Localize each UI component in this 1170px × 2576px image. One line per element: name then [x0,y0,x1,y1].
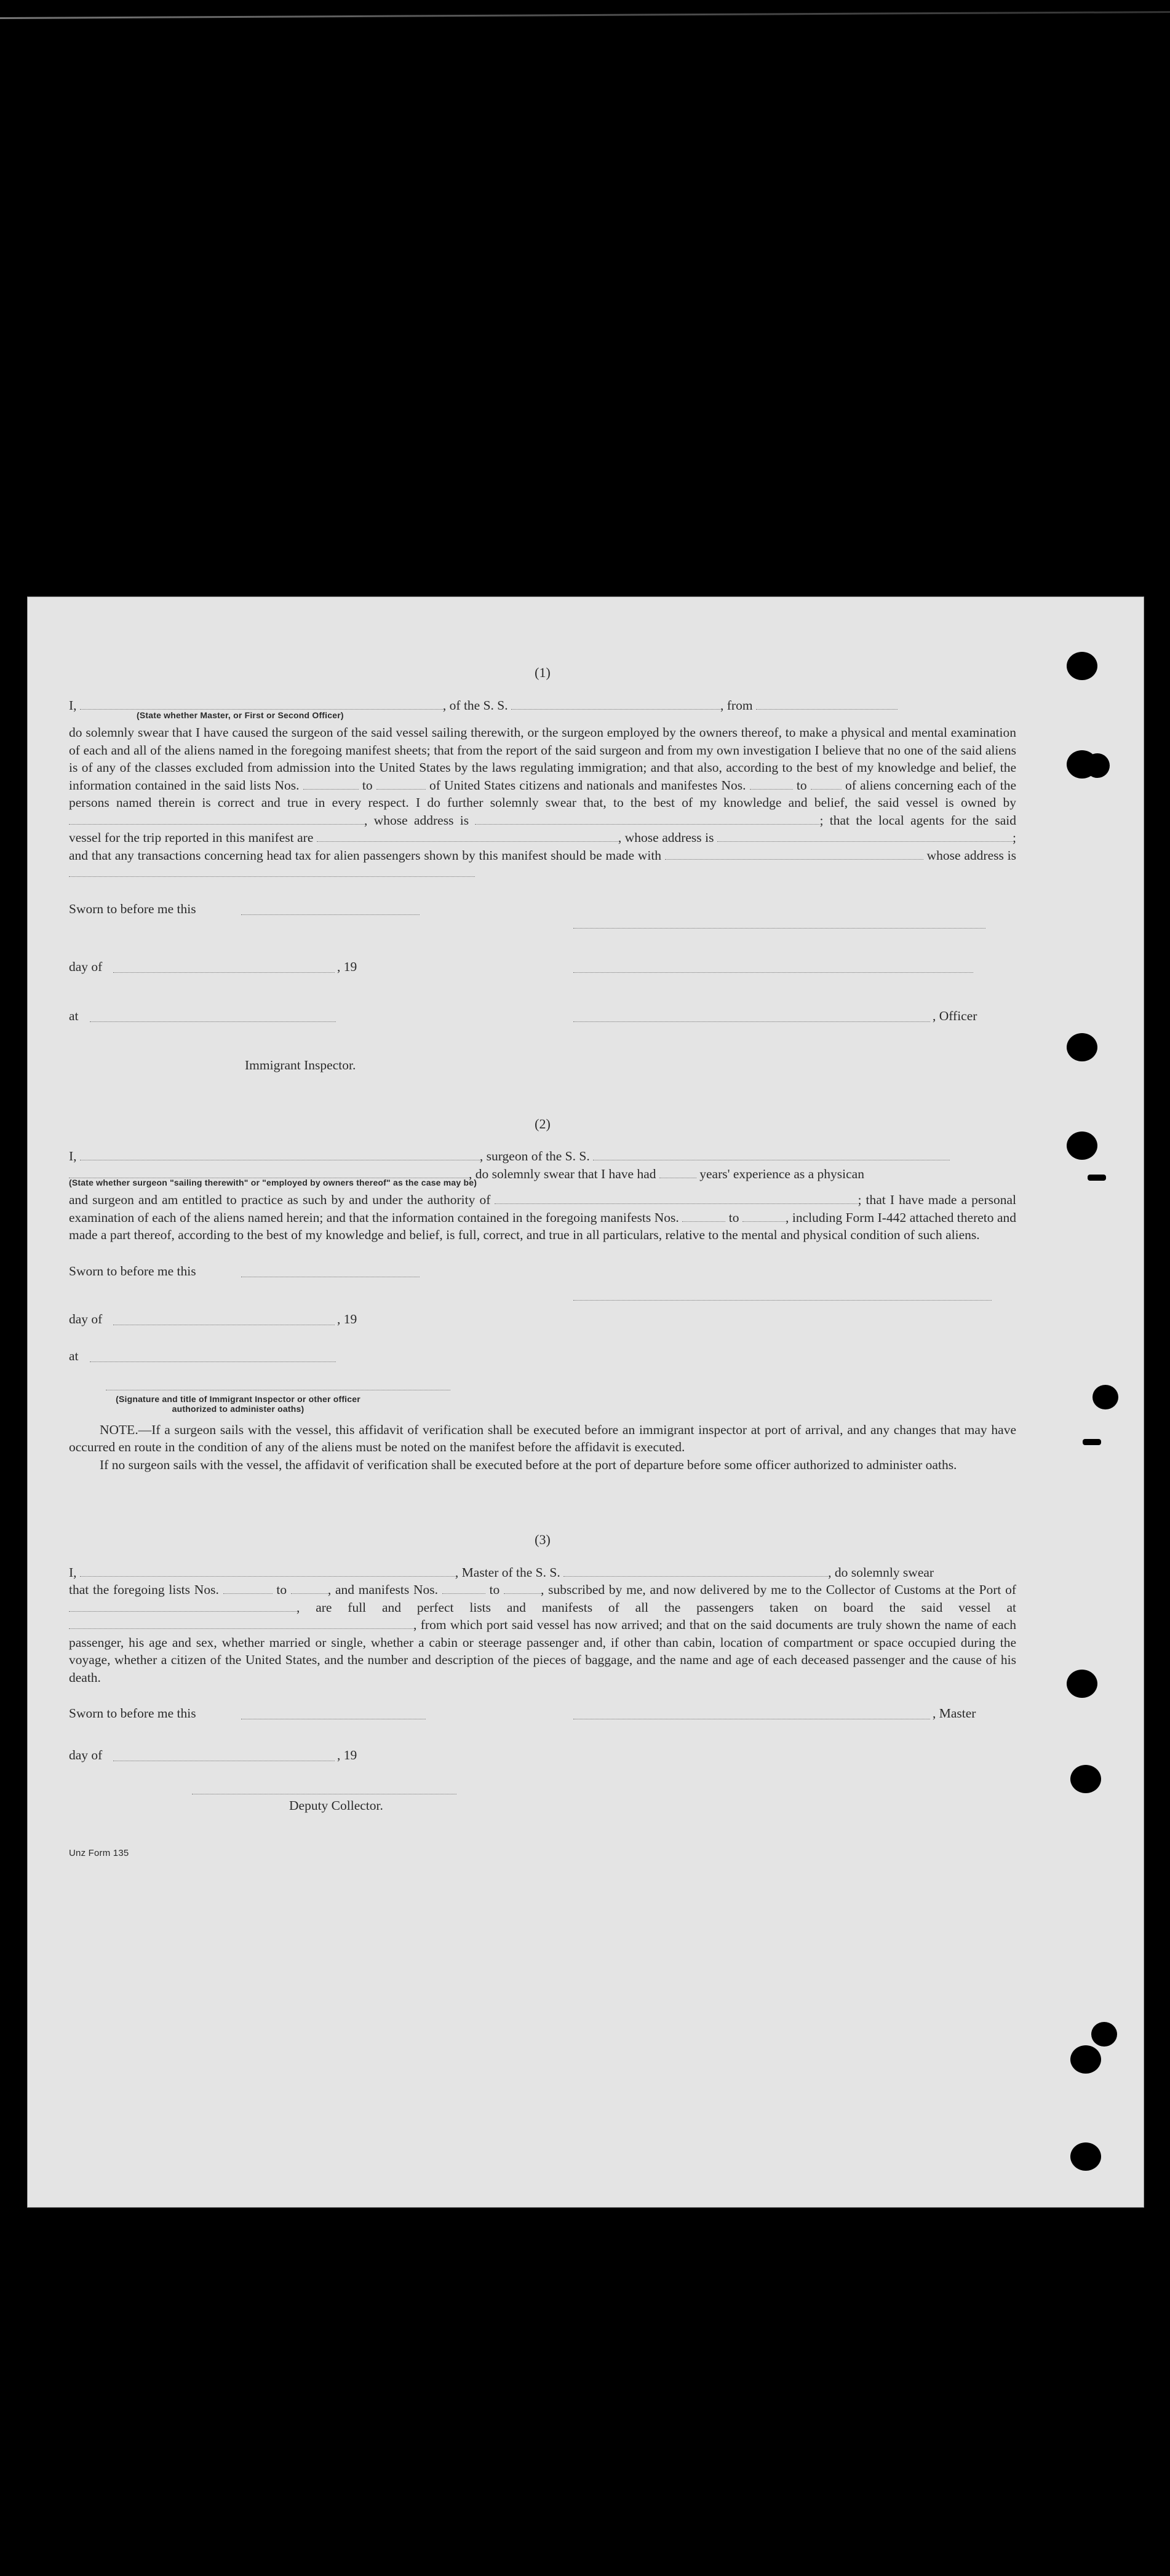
officer-line-field[interactable] [573,1021,930,1022]
at-field[interactable] [90,1021,336,1022]
manifests-from-field[interactable] [442,1582,485,1594]
surgeon-of-ss-label: , surgeon of the S. S. [479,1149,590,1163]
lists-from-field[interactable] [303,778,359,790]
manifests-to-field[interactable] [504,1582,541,1594]
master-ship-field[interactable] [563,1565,828,1577]
whose-address-label: , whose address is [364,812,469,828]
section-1 [69,664,1016,1081]
officer-name-field[interactable] [80,698,443,710]
to-label: to [728,1210,739,1225]
agents-address-field[interactable] [717,830,1013,842]
body-text: ; that the local agents for the said vessel for the trip reported in this manifest are [69,812,1016,845]
years-field[interactable] [659,1167,696,1178]
sworn-row [69,1262,1016,1287]
day-of-field[interactable] [113,1324,335,1325]
to-label: to [489,1582,500,1597]
note-2: If no surgeon sails with the vessel, the affidavit of verification shall be executed before at the port of departure before some officer authorized to administer oaths. [100,1457,957,1472]
sworn-row [69,900,1016,925]
collector-signature-field[interactable] [192,1793,456,1794]
at-label: at [69,1348,79,1363]
body-text: ; and that any transactions concerning head tax for alien passengers shown by this manifest should be made with [69,830,1016,863]
section-1-body [69,724,1016,882]
punch-hole [1085,753,1110,778]
body-text: of aliens concerning each of the persons named therein is correct and true in every respect. I do further solemnly swear that, to the best of my knowledge and belief, the said vessel is owned by [69,777,1017,810]
from-port-field[interactable] [756,698,897,710]
master-of-ss-label: , Master of the S. S. [455,1564,560,1580]
sworn-date-field[interactable] [241,1276,420,1277]
section-3-opening [69,1564,1016,1582]
master-signature-field[interactable] [573,1718,930,1719]
whose-address-label: whose address is [926,847,1016,863]
body-text: that the foregoing lists Nos. [69,1582,219,1597]
authority-field[interactable] [495,1192,858,1204]
swear-label: , do solemnly swear that I have had [469,1166,656,1181]
day-of-field[interactable] [113,972,335,973]
to-label: to [362,777,373,793]
surgeon-status-field[interactable] [69,1167,469,1178]
master-name-field[interactable] [80,1565,455,1577]
of-the-ss-label: , of the S. S. [442,697,508,713]
surgeon-signature-field[interactable] [573,1299,992,1301]
master-label: , Master [933,1706,976,1721]
owner-address-field[interactable] [475,813,819,825]
body-text: do solemnly swear that I have caused the surgeon of the said vessel sailing therewith, or the surgeon employed by the owners thereof, to make a physical and mental examination of each and all of the aliens named in the foregoing manifest sheets; that from the report of the said surgeon and from my own investigation I believe that no one of the said aliens is of any of the classes excluded from admission into the United States by the laws regulating immigration; and that also, according to the best of my knowledge and belief, the information contained in the said lists Nos. [69,725,1016,793]
punch-hole [1070,2045,1101,2074]
body-text: ; that I have made a personal examination of each of the aliens named herein; and that the information contained in the foregoing manifests Nos. [69,1192,1016,1225]
at-label: at [69,1008,79,1023]
surgeon-name-field[interactable] [80,1149,480,1160]
signature-note: (Signature and title of Immigrant Inspector or other officer authorized to administer oaths) [116,1393,360,1414]
punch-hole [1070,1765,1101,1793]
section-3-heading: (3) [535,1532,551,1547]
head-tax-field[interactable] [665,848,923,860]
surgeon-ship-field[interactable] [593,1149,950,1160]
agents-field[interactable] [317,830,618,842]
ship-name-field[interactable] [511,698,720,710]
surgeon-note: (State whether surgeon "sailing therewith" or "employed by owners thereof" as the case may be) [69,1178,477,1187]
form-text [69,664,1016,1873]
punch-hole [1067,1670,1097,1698]
day-of-label: day of [69,1748,103,1762]
punch-hole [1067,1033,1097,1061]
officer-title-field[interactable] [573,972,973,973]
year-label: , 19 [337,1311,357,1326]
day-of-field[interactable] [113,1760,335,1761]
lists-to-field[interactable] [291,1582,328,1594]
day-of-row [69,1302,1016,1326]
sworn-label: Sworn to before me this [69,1263,196,1278]
section-2-opening [69,1147,1016,1165]
manifests-from-field[interactable] [682,1210,725,1222]
form-number: Unz Form 135 [69,1848,129,1858]
section-2-body [69,1191,1016,1244]
section-1-heading: (1) [535,665,551,680]
punch-hole [1092,1385,1118,1409]
pronoun-i: I, [69,1564,77,1580]
section-3-body [69,1581,1016,1686]
officer-note: (State whether Master, or First or Second Officer) [137,710,344,720]
inspector-label: Immigrant Inspector. [245,1057,356,1072]
pronoun-i: I, [69,1149,77,1163]
sworn-label: Sworn to before me this [69,1706,196,1721]
sworn-date-field[interactable] [241,1718,426,1719]
top-scan-edge [0,11,1170,19]
sworn-row [69,1705,1016,1729]
swear-label: , do solemnly swear [828,1564,934,1580]
body-text: , including Form I-442 attached thereto and made a part thereof, according to the best of my knowledge and belief, is full, correct, and true in all particulars, relative to the mental and physical condition of such aliens. [69,1210,1017,1242]
day-of-row [69,958,1016,983]
head-tax-address-field[interactable] [69,865,475,877]
day-of-row [69,1746,1016,1771]
punch-slot [1088,1175,1106,1181]
manifests-from-field[interactable] [750,778,793,790]
inspector-row [69,1056,1016,1081]
punch-hole [1067,1131,1097,1160]
sworn-label: Sworn to before me this [69,901,196,916]
sig-note-row [69,1394,1016,1414]
punch-hole [1091,2022,1117,2047]
pronoun-i: I, [69,697,77,713]
section-2-heading: (2) [535,1116,551,1131]
inspector-signature-field[interactable] [106,1389,450,1390]
body-text: , are full and perfect lists and manifests of all the passengers taken on board the said vessel at [296,1599,1016,1615]
punch-hole [1067,652,1097,680]
to-label: to [796,777,807,793]
note-1: NOTE.—If a surgeon sails with the vessel, this affidavit of verification shall be executed before an immigrant inspector at port of arrival, and any changes that may have occurred en route in the condition of any of the aliens must be noted on the manifest before the affidavit is executed. [69,1422,1016,1454]
body-text: , and manifests Nos. [327,1582,438,1597]
punch-hole [1070,2142,1101,2171]
day-of-label: day of [69,1311,103,1326]
at-field[interactable] [90,1361,336,1362]
years-label: years' experience as a physican [699,1166,864,1181]
from-label: , from [720,697,753,713]
officer-label: , Officer [933,1008,977,1023]
footer-row [69,1849,1016,1873]
lists-from-field[interactable] [223,1582,273,1594]
at-row [69,1347,1016,1372]
body-text: of United States citizens and nationals and manifestes Nos. [429,777,746,793]
body-text: , from which port said vessel has now arrived; and that on the said documents are truly shown the name of each passenger, his age and sex, whether married or single, whether a cabin or steerage passenger and, if other than cabin, location of compartment or space occupied during the voyage, whether a citizen of the United States, and the number and description of the pieces of baggage, and the name and age of each deceased passenger and the cause of his death. [69,1617,1016,1685]
year-label: , 19 [337,1748,357,1762]
embarkation-port-field[interactable] [69,1617,413,1629]
signature-row [69,927,1016,952]
year-label: , 19 [337,959,357,974]
section-2 [69,1116,1016,1474]
body-text: and surgeon and am entitled to practice as such by and under the authority of [69,1192,491,1207]
punch-slot [1083,1439,1101,1445]
sworn-date-field[interactable] [241,914,420,915]
manifests-to-field[interactable] [811,778,842,790]
collector-label: Deputy Collector. [289,1798,383,1813]
collector-row [69,1797,1016,1821]
to-label: to [276,1582,287,1597]
form-page [27,596,1144,2208]
owner-field[interactable] [69,813,364,825]
at-row [69,1007,1016,1032]
port-field[interactable] [69,1600,296,1612]
day-of-label: day of [69,959,103,974]
section-3 [69,1531,1016,1873]
manifests-to-field[interactable] [742,1210,786,1222]
whose-address-label: , whose address is [618,830,714,845]
body-text: , subscribed by me, and now delivered by me to the Collector of Customs at the Port of [541,1582,1017,1597]
officer-signature-field[interactable] [573,927,985,929]
lists-to-field[interactable] [376,778,426,790]
